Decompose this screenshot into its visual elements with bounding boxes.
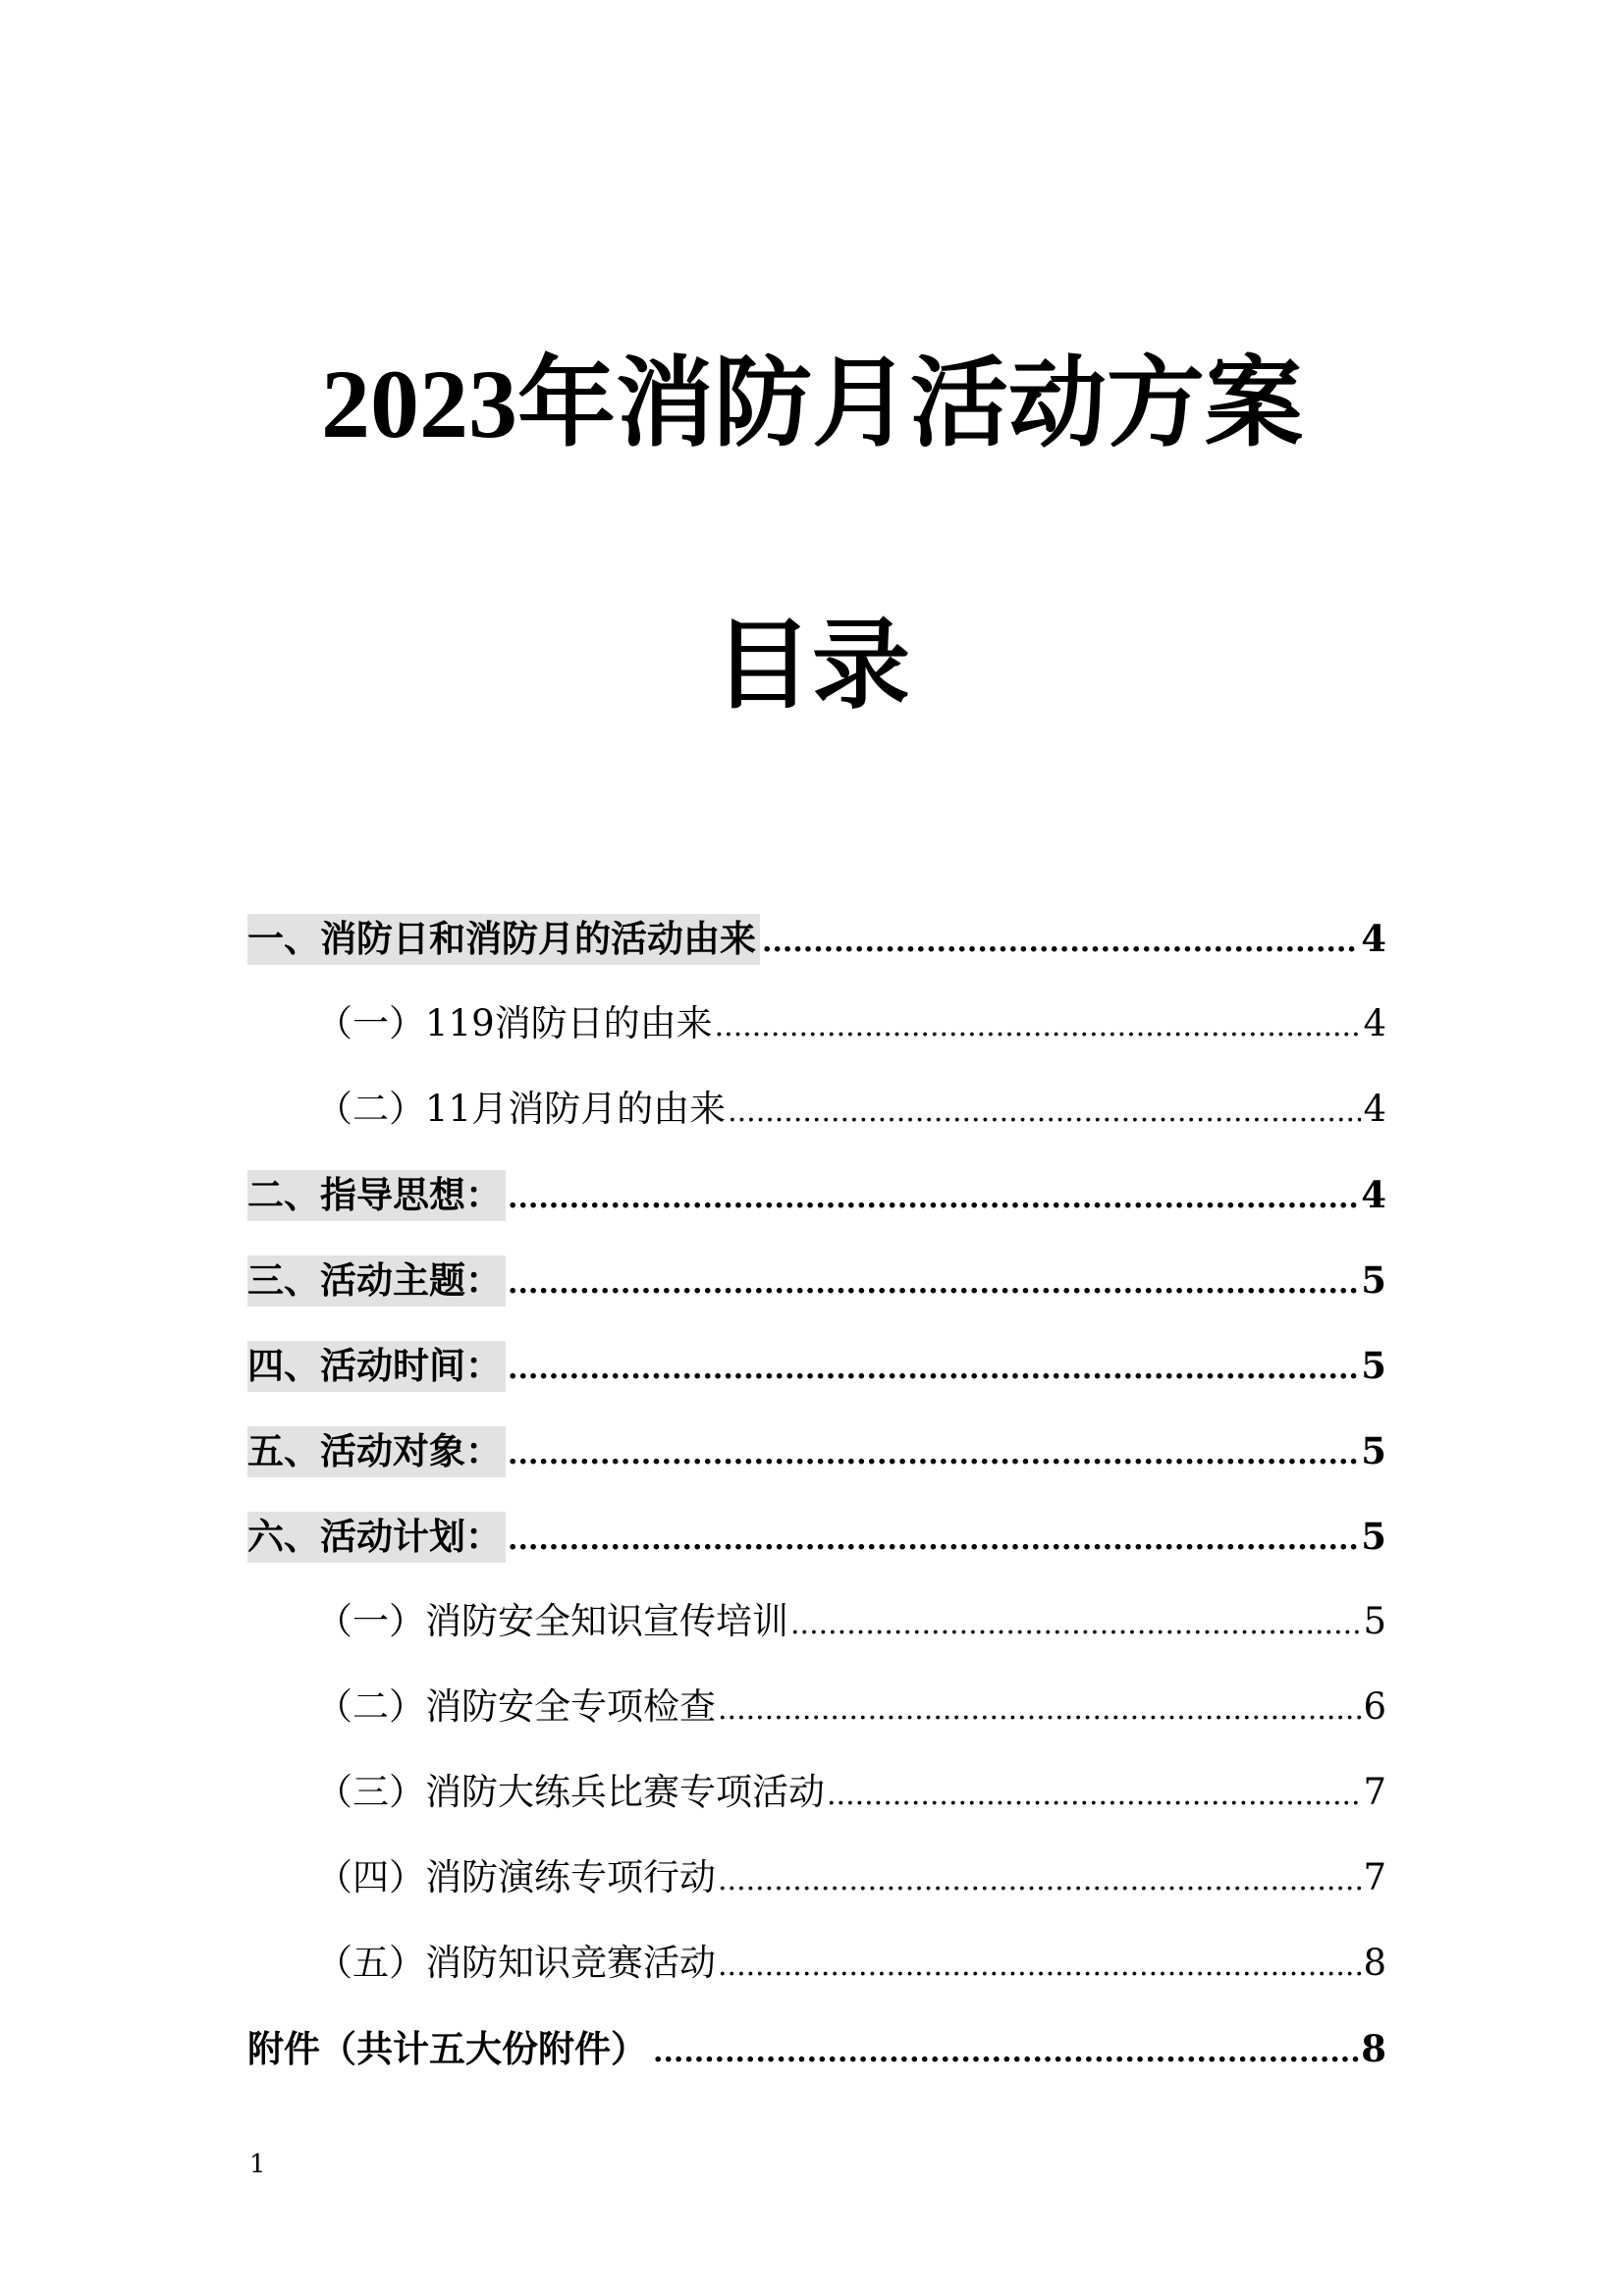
toc-entry[interactable] bbox=[247, 1596, 1386, 1682]
toc-entry-page: 4 bbox=[1361, 1173, 1386, 1216]
toc-dot-leader bbox=[653, 2027, 1359, 2078]
toc-entry-page: 4 bbox=[1363, 1002, 1386, 1044]
toc-entry-label: 六、活动计划： bbox=[247, 1512, 506, 1563]
toc-entry-page: 8 bbox=[1363, 1942, 1386, 1984]
toc-entry-label: 三、活动主题： bbox=[247, 1255, 506, 1307]
toc-entry-page: 5 bbox=[1361, 1344, 1386, 1387]
toc-dot-leader bbox=[508, 1429, 1359, 1480]
toc-entry-page: 7 bbox=[1363, 1771, 1386, 1813]
toc-entry[interactable] bbox=[247, 1767, 1386, 1852]
toc-entry-page: 5 bbox=[1363, 1600, 1386, 1642]
toc-entry[interactable] bbox=[247, 1340, 1386, 1425]
toc-entry-label: 二、指导思想： bbox=[247, 1170, 506, 1221]
toc-entry-label: （二）消防安全专项检查 bbox=[316, 1685, 716, 1728]
toc-dot-leader bbox=[762, 917, 1359, 968]
toc-entry-page: 5 bbox=[1361, 1258, 1386, 1302]
toc-entry-page: 5 bbox=[1361, 1515, 1386, 1558]
toc-entry-label: 五、活动对象： bbox=[247, 1426, 506, 1477]
toc-dot-leader bbox=[718, 1855, 1361, 1906]
toc-heading: 目录 bbox=[714, 608, 910, 722]
toc-dot-leader bbox=[718, 1941, 1361, 1992]
toc-entry-label: （一）消防安全知识宣传培训 bbox=[316, 1600, 788, 1642]
toc-dot-leader bbox=[508, 1258, 1359, 1309]
toc-entry-label: 附件（共计五大份附件） bbox=[247, 2028, 647, 2070]
toc-entry[interactable] bbox=[247, 1169, 1386, 1255]
toc-entry-page: 4 bbox=[1361, 917, 1386, 960]
toc-dot-leader bbox=[508, 1344, 1359, 1395]
page-number: 1 bbox=[249, 2150, 266, 2179]
toc-entry[interactable] bbox=[247, 913, 1386, 998]
toc-entry[interactable] bbox=[247, 2023, 1386, 2109]
toc-entry-page: 6 bbox=[1363, 1685, 1386, 1728]
toc-entry-page: 5 bbox=[1361, 1429, 1386, 1472]
toc-entry-page: 8 bbox=[1361, 2027, 1386, 2070]
toc-entry[interactable] bbox=[247, 1511, 1386, 1596]
toc-entry-label: （一）119消防日的由来 bbox=[316, 1002, 713, 1044]
toc-dot-leader bbox=[728, 1087, 1361, 1138]
toc-dot-leader bbox=[827, 1770, 1361, 1821]
toc-entry[interactable] bbox=[247, 998, 1386, 1084]
toc-entry[interactable] bbox=[247, 1255, 1386, 1340]
toc-entry[interactable] bbox=[247, 1084, 1386, 1169]
toc-entry-label: （五）消防知识竞赛活动 bbox=[316, 1942, 716, 1984]
toc-entry-label: （四）消防演练专项行动 bbox=[316, 1856, 716, 1898]
toc-dot-leader bbox=[508, 1515, 1359, 1566]
toc-entry-label: （二）11月消防月的由来 bbox=[316, 1088, 727, 1130]
toc-entry[interactable] bbox=[247, 1938, 1386, 2023]
document-title: 2023年消防月活动方案 bbox=[321, 349, 1303, 458]
toc-entry-label: 四、活动时间： bbox=[247, 1341, 506, 1392]
toc-dot-leader bbox=[508, 1173, 1359, 1224]
toc-entry[interactable] bbox=[247, 1852, 1386, 1938]
toc-dot-leader bbox=[718, 1684, 1361, 1735]
toc-entry-label: 一、消防日和消防月的活动由来 bbox=[247, 914, 760, 965]
table-of-contents bbox=[247, 913, 1386, 2109]
toc-entry[interactable] bbox=[247, 1682, 1386, 1767]
toc-entry-page: 4 bbox=[1363, 1088, 1386, 1130]
toc-dot-leader bbox=[715, 1001, 1362, 1052]
toc-dot-leader bbox=[790, 1599, 1361, 1650]
toc-entry-page: 7 bbox=[1363, 1856, 1386, 1898]
toc-entry[interactable] bbox=[247, 1425, 1386, 1511]
toc-entry-label: （三）消防大练兵比赛专项活动 bbox=[316, 1771, 825, 1813]
